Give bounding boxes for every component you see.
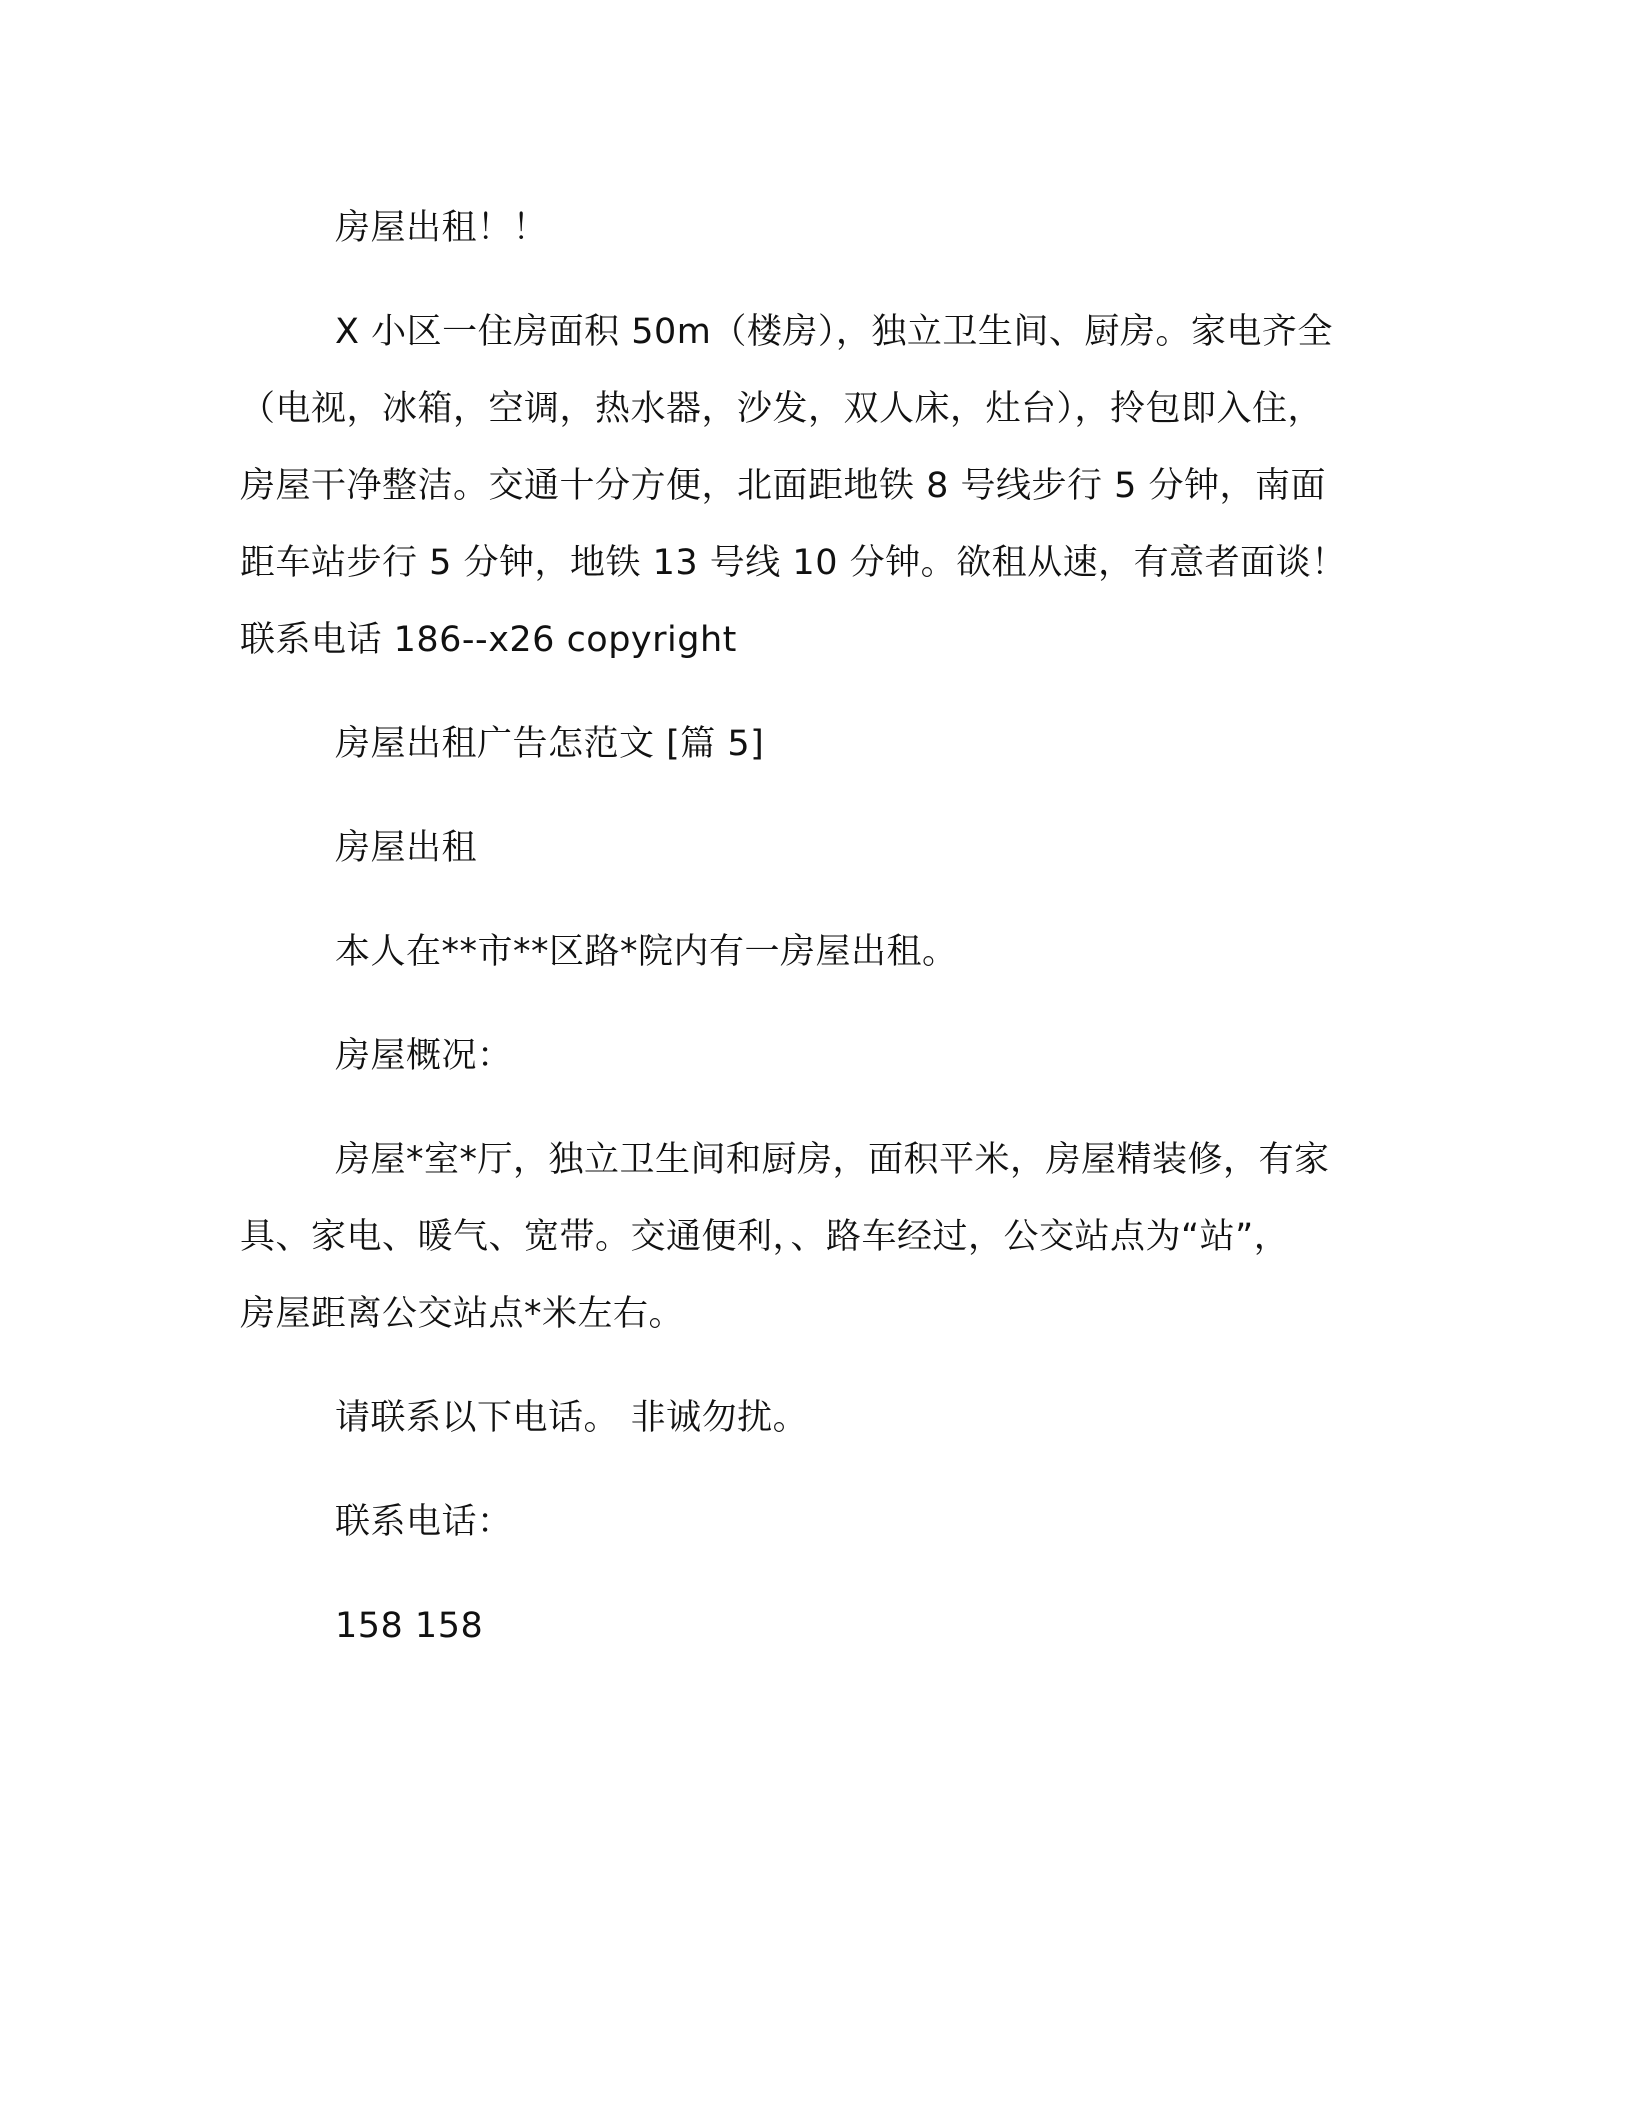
text-line: 房屋出租！！ — [335, 208, 549, 248]
text-line: 联系电话： — [335, 1502, 513, 1542]
paragraph-phone-number — [240, 1588, 1390, 1665]
paragraph-contact-note — [240, 1380, 1390, 1457]
text-line: 房屋干净整洁。交通十分方便，北面距地铁 8 号线步行 5 分钟，南面 — [240, 466, 1327, 506]
paragraph-overview-label — [240, 1018, 1390, 1095]
text-line: 房屋概况： — [335, 1036, 513, 1076]
text-line: 联系电话 186--x26 copyright — [240, 620, 737, 660]
paragraph-title — [240, 190, 1390, 267]
paragraph-contact-label — [240, 1484, 1390, 1561]
paragraph-intro — [240, 914, 1390, 991]
paragraph-section-heading — [240, 706, 1390, 783]
text-line: 请联系以下电话。 非诚勿扰。 — [335, 1398, 809, 1438]
text-line: 158 158 — [335, 1606, 484, 1646]
paragraph-listing-description — [240, 294, 1390, 679]
text-line: 房屋距离公交站点*米左右。 — [240, 1294, 685, 1334]
paragraph-heading — [240, 810, 1390, 887]
text-line: （电视，冰箱，空调，热水器，沙发，双人床，灶台），拎包即入住， — [240, 389, 1324, 429]
paragraph-overview — [240, 1122, 1390, 1353]
text-line: 本人在**市**区路*院内有一房屋出租。 — [335, 932, 958, 972]
document-body — [240, 190, 1390, 1665]
text-line: 房屋出租 — [335, 828, 478, 868]
text-line: 房屋出租广告怎范文 [篇 5] — [335, 724, 765, 764]
text-line: 具、家电、暖气、宽带。交通便利，、路车经过，公交站点为“站”， — [240, 1217, 1290, 1257]
text-line: 房屋*室*厅，独立卫生间和厨房，面积平米，房屋精装修，有家 — [335, 1140, 1330, 1180]
text-line: X 小区一住房面积 50m（楼房），独立卫生间、厨房。家电齐全 — [335, 312, 1333, 352]
text-line: 距车站步行 5 分钟，地铁 13 号线 10 分钟。欲租从速，有意者面谈！ — [240, 543, 1347, 583]
